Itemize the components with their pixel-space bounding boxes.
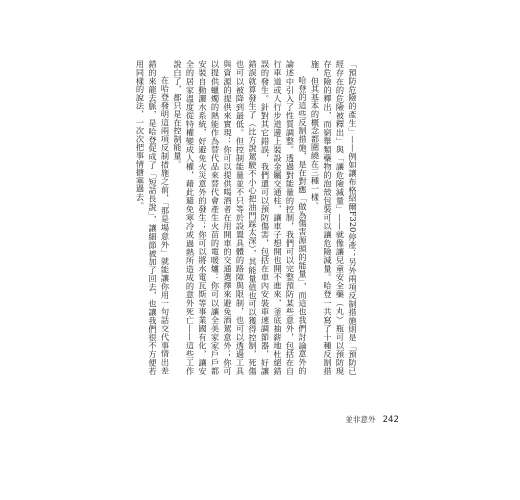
book-title: 並非意外 <box>345 415 376 424</box>
paragraph-1: 「預防危險的產生」——例如讓布格紹爾F320停產；另外兩項反制措施則是「預防已經存在的危險被釋出」與「讓危險減量」——就像讓兒童安全藥（丸）瓶可以預防現存危險的釋出，而窮舉類藥物的泡殼包裝可以讓危險減量。哈登一共寫了十種反制措施，但其基本的概念都圍繞在三種一樣。 <box>310 60 358 375</box>
paragraph-2: 哈登的這些反制措施，是在對應「做為傷害源頭的能量」，而這也我們討論意外的論述中引入了性質調整。透過對能量的控制，我們可以完整預防某些意外，包括在自行車道或人行步道邊上裝設金屬交通柱，讓車子想開也開不進來，釜底抽薪地杜絕錯誤的發生。針對其它錯誤，我們還可以預防傷害，包括在車內安裝車速調節器，好讓錯誤就算發生了（比方說駕駛不小心把油門踩太深），其能量值也可以獲得控制，死傷也可以被降到最低。但控制能量並不只等於設置具體的路障與限制，也可以透過工具與資源的提供來實現：你可以提供喝酒者在用開車的交通選擇來避免酒駕意外；你可以提供蠟燭的熱能作為替代品來替代會產生火苗的電暖爐：你可以讓全美家家戶戶都安裝自動灑水系統，好避免火災意外的發生；你可以將水電瓦斯等事業國有化，讓安全的居家溫度從特權變成人權，藉此避免寒冷或過熱所造成的意外死亡——這些工作說白了，都只是在控制能量。 <box>173 60 308 375</box>
vertical-text-column <box>134 60 359 375</box>
paragraph-3: 在哈登發明這兩項反制措施之前，「那是場意外」就能讓你用一句話交代事情出差錯的來龍去脈，是哈登促成了「短話長說」，讓細節被加了回去，也讓我們很不方便若用同樣的說法，一次次把事情搪塞過去。 <box>135 60 171 375</box>
page-number: 242 <box>382 415 399 425</box>
running-footer <box>345 414 399 425</box>
body-text <box>134 60 392 375</box>
